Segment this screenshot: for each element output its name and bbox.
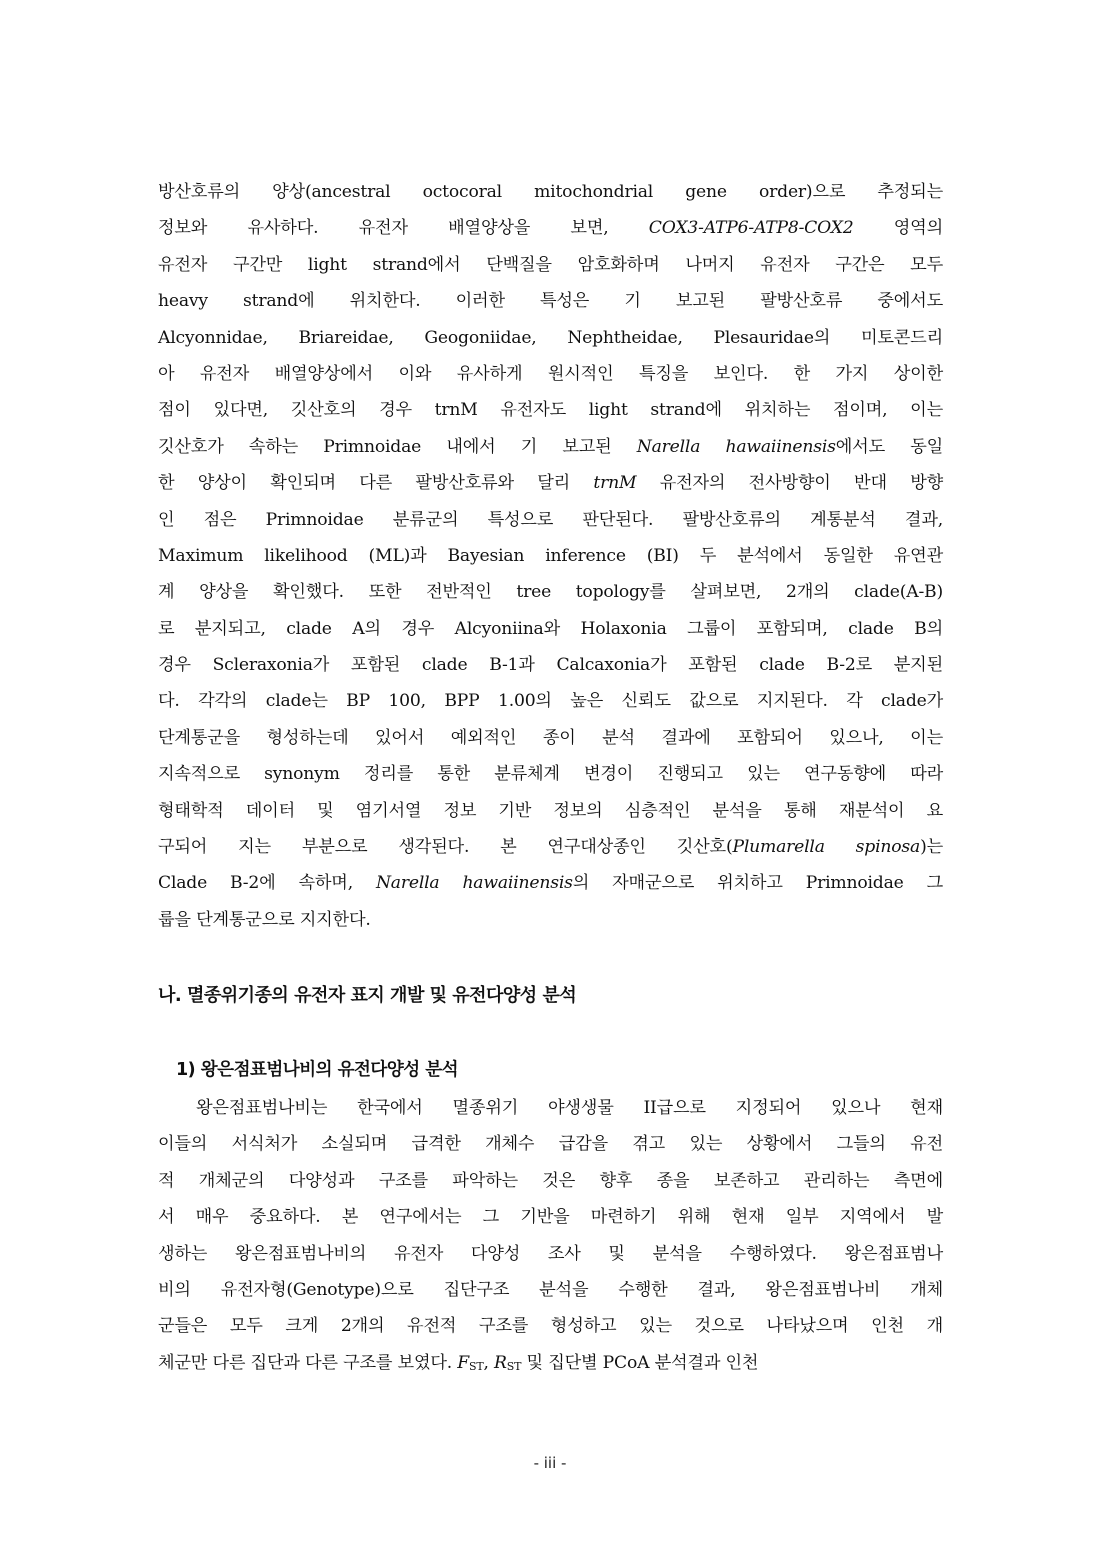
text-run: 정보와 유사하다. 유전자 배열양상을 보면, [158, 218, 649, 239]
text-line [158, 829, 943, 865]
text-run: )는 [920, 837, 944, 858]
text-run: Maximum likelihood (ML)과 Bayesian inference (BI) 두 분석에서 동일한 유연관 [158, 545, 943, 566]
text-run: 경우 Scleraxonia가 포함된 clade B-1과 Calcaxonia가 포함된 clade B-2로 분지된 [158, 655, 943, 676]
text-run: 한 양상이 확인되며 다른 팔방산호류와 달리 [158, 473, 594, 494]
section-heading: 나. 멸종위기종의 유전자 표지 개발 및 유전다양성 분석 [158, 985, 577, 1006]
page-number: - iii - [533, 1454, 567, 1472]
text-run: 적 개체군의 다양성과 구조를 파악하는 것은 향후 종을 보존하고 관리하는 측면에 [158, 1170, 943, 1191]
italic-term: COX3-ATP6-ATP8-COX2 [648, 218, 854, 239]
text-run: heavy strand에 위치한다. 이러한 특성은 기 보고된 팔방산호류 중에서도 [158, 291, 943, 312]
text-run: 지속적으로 synonym 정리를 통한 분류체계 변경이 진행되고 있는 연구동향에 따라 [158, 764, 943, 785]
text-run: 단계통군을 형성하는데 있어서 예외적인 종이 분석 결과에 포함되어 있으나, 이는 [158, 727, 943, 748]
text-line [158, 1090, 943, 1126]
text-run: 군들은 모두 크게 2개의 유전적 구조를 형성하고 있는 것으로 나타났으며 인천 개 [158, 1316, 943, 1337]
text-run: 의 자매군으로 위치하고 Primnoidae 그 [572, 873, 943, 894]
text-line [158, 611, 943, 647]
text-run: 룹을 단계통군으로 지지한다. [158, 909, 371, 930]
text-run: 영역의 [853, 218, 943, 239]
text-line [158, 720, 943, 756]
text-line [158, 502, 943, 538]
text-run: 아 유전자 배열양상에서 이와 유사하게 원시적인 특징을 보인다. 한 가지 상이한 [158, 363, 943, 384]
text-line [158, 1163, 943, 1199]
text-line [158, 429, 943, 465]
subsection-heading: 1) 왕은점표범나비의 유전다양성 분석 [176, 1060, 459, 1080]
text-line [158, 865, 943, 901]
text-run: Alcyonnidae, Briareidae, Geogoniidae, Nephtheidae, Plesauridae의 미토콘드리 [158, 327, 943, 348]
italic-term: F [457, 1352, 470, 1373]
text-run: 왕은점표범나비는 한국에서 멸종위기 야생생물 II급으로 지정되어 있으나 현재 [196, 1098, 943, 1118]
text-run: 및 집단별 PCoA 분석결과 인천 [521, 1352, 759, 1373]
text-run: 유전자 구간만 light strand에서 단백질을 암호화하며 나머지 유전자 구간은 모두 [158, 254, 943, 275]
text-line [158, 465, 943, 501]
text-run: Clade B-2에 속하며, [158, 873, 376, 894]
text-line [158, 1199, 943, 1235]
text-run: 방산호류의 양상(ancestral octocoral mitochondrial gene order)으로 추정되는 [158, 182, 943, 202]
text-run: 생하는 왕은점표범나비의 유전자 다양성 조사 및 분석을 수행하였다. 왕은점표범나 [158, 1243, 943, 1264]
text-run: 이들의 서식처가 소실되며 급격한 개체수 급감을 겪고 있는 상황에서 그들의 유전 [158, 1134, 943, 1155]
text-line [158, 210, 943, 246]
italic-term: Narella hawaiinensis [375, 873, 573, 894]
text-run: 계 양상을 확인했다. 또한 전반적인 tree topology를 살펴보면, 2개의 clade(A-B) [158, 582, 943, 603]
text-run: 점이 있다면, 깃산호의 경우 trnM 유전자도 light strand에 위치하는 점이며, 이는 [158, 400, 943, 421]
text-line [158, 793, 943, 829]
text-run: 비의 유전자형(Genotype)으로 집단구조 분석을 수행한 결과, 왕은점표범나비 개체 [158, 1279, 943, 1300]
italic-term: R [494, 1352, 507, 1373]
text-run: 구되어 지는 부분으로 생각된다. 본 연구대상종인 깃산호( [158, 837, 733, 858]
text-run: 깃산호가 속하는 Primnoidae 내에서 기 보고된 [158, 436, 637, 457]
text-line [158, 392, 943, 428]
text-line [158, 647, 943, 683]
text-run: 체군만 다른 집단과 다른 구조를 보였다. [158, 1352, 458, 1373]
text-line [158, 1272, 943, 1308]
text-run: 서 매우 중요하다. 본 연구에서는 그 기반을 마련하기 위해 현재 일부 지역에서 발 [158, 1207, 943, 1228]
text-run: 다. 각각의 clade는 BP 100, BPP 1.00의 높은 신뢰도 값으로 지지된다. 각 clade가 [158, 691, 943, 712]
text-line [158, 1126, 943, 1162]
text-run: , [483, 1352, 495, 1373]
text-line [158, 538, 943, 574]
text-line [158, 574, 943, 610]
body-paragraph-phylogeny [158, 174, 943, 938]
text-line [158, 283, 943, 319]
text-line [158, 174, 943, 210]
text-line [158, 1236, 943, 1272]
text-line [158, 1308, 943, 1344]
text-run: 유전자의 전사방향이 반대 방향 [636, 473, 943, 494]
text-line [158, 247, 943, 283]
text-line [158, 356, 943, 392]
text-line [158, 1345, 943, 1381]
text-run: 형태학적 데이터 및 염기서열 정보 기반 정보의 심층적인 분석을 통해 재분석이 요 [158, 800, 943, 821]
subscript: ST [469, 1359, 484, 1373]
text-line [158, 320, 943, 356]
italic-term: Narella hawaiinensis [636, 436, 836, 457]
italic-term: Plumarella spinosa [732, 837, 921, 858]
text-run: 에서도 동일 [835, 436, 943, 457]
text-line [158, 902, 943, 938]
text-run: 인 점은 Primnoidae 분류군의 특성으로 판단된다. 팔방산호류의 계통분석 결과, [158, 509, 943, 530]
italic-term: trnM [593, 473, 637, 494]
text-line [158, 756, 943, 792]
subscript: ST [506, 1359, 522, 1373]
text-line [158, 683, 943, 719]
body-paragraph-butterfly-diversity [158, 1090, 943, 1381]
text-run: 로 분지되고, clade A의 경우 Alcyoniina와 Holaxonia 그룹이 포함되며, clade B의 [158, 618, 943, 639]
